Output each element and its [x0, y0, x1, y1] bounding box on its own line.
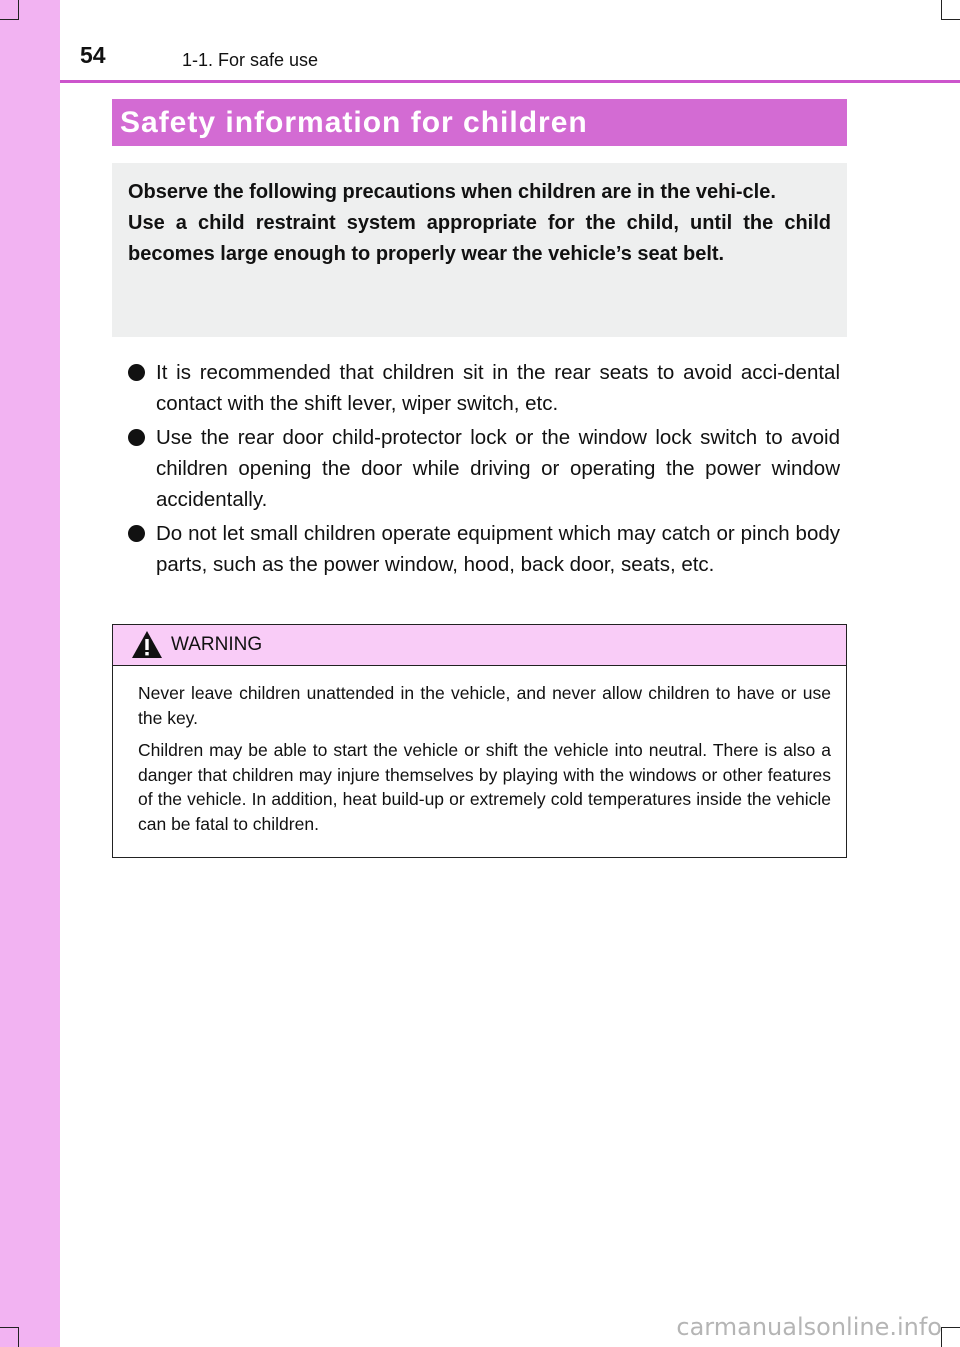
crop-mark	[942, 19, 960, 20]
section-reference: 1-1. For safe use	[182, 50, 319, 70]
crop-mark	[942, 1327, 960, 1328]
list-item	[126, 518, 840, 580]
bullet-icon	[128, 364, 145, 381]
warning-label: WARNING	[171, 634, 263, 655]
bullet-list	[126, 357, 840, 583]
section-title-bar	[112, 99, 847, 146]
warning-box	[112, 624, 847, 858]
list-item	[126, 422, 840, 515]
bullet-icon	[128, 525, 145, 542]
header-rule	[60, 80, 960, 83]
watermark: carmanualsonline.info	[676, 1313, 942, 1341]
warning-body	[113, 666, 846, 836]
warning-header	[113, 625, 846, 666]
section-title: Safety information for children	[120, 106, 588, 139]
page-number: 54	[80, 42, 106, 68]
side-color-strip	[0, 0, 60, 1347]
crop-mark	[0, 1327, 18, 1328]
bullet-text: It is recommended that children sit in the rear seats to avoid acci-dental contact with the shift lever, wiper switch, etc.	[156, 361, 840, 415]
crop-mark	[18, 1327, 19, 1347]
warning-paragraph-1: Never leave children unattended in the vehicle, and never allow children to have or use the key.	[138, 683, 831, 728]
crop-mark	[0, 19, 18, 20]
list-item	[126, 357, 840, 419]
bullet-icon	[128, 429, 145, 446]
bullet-text: Use the rear door child-protector lock or the window lock switch to avoid children opening the door while driving or operating the power window accidentally.	[156, 426, 840, 511]
intro-box	[112, 163, 847, 337]
warning-paragraph-2: Children may be able to start the vehicle or shift the vehicle into neutral. There is also a danger that children may injure themselves by playing with the windows or other features of the vehicle. In addition, heat build-up or extremely cold temperatures inside the vehicle can be fatal to children.	[138, 740, 831, 834]
crop-mark	[18, 0, 19, 20]
crop-mark	[941, 0, 942, 20]
intro-text-1: Observe the following precautions when children are in the vehi-cle.	[128, 181, 776, 203]
intro-text-2: Use a child restraint system appropriate for the child, until the child becomes large enough to properly wear the vehicle’s seat belt.	[128, 212, 831, 265]
bullet-text: Do not let small children operate equipment which may catch or pinch body parts, such as the power window, hood, back door, seats, etc.	[156, 522, 840, 576]
warning-triangle-icon	[131, 630, 163, 659]
